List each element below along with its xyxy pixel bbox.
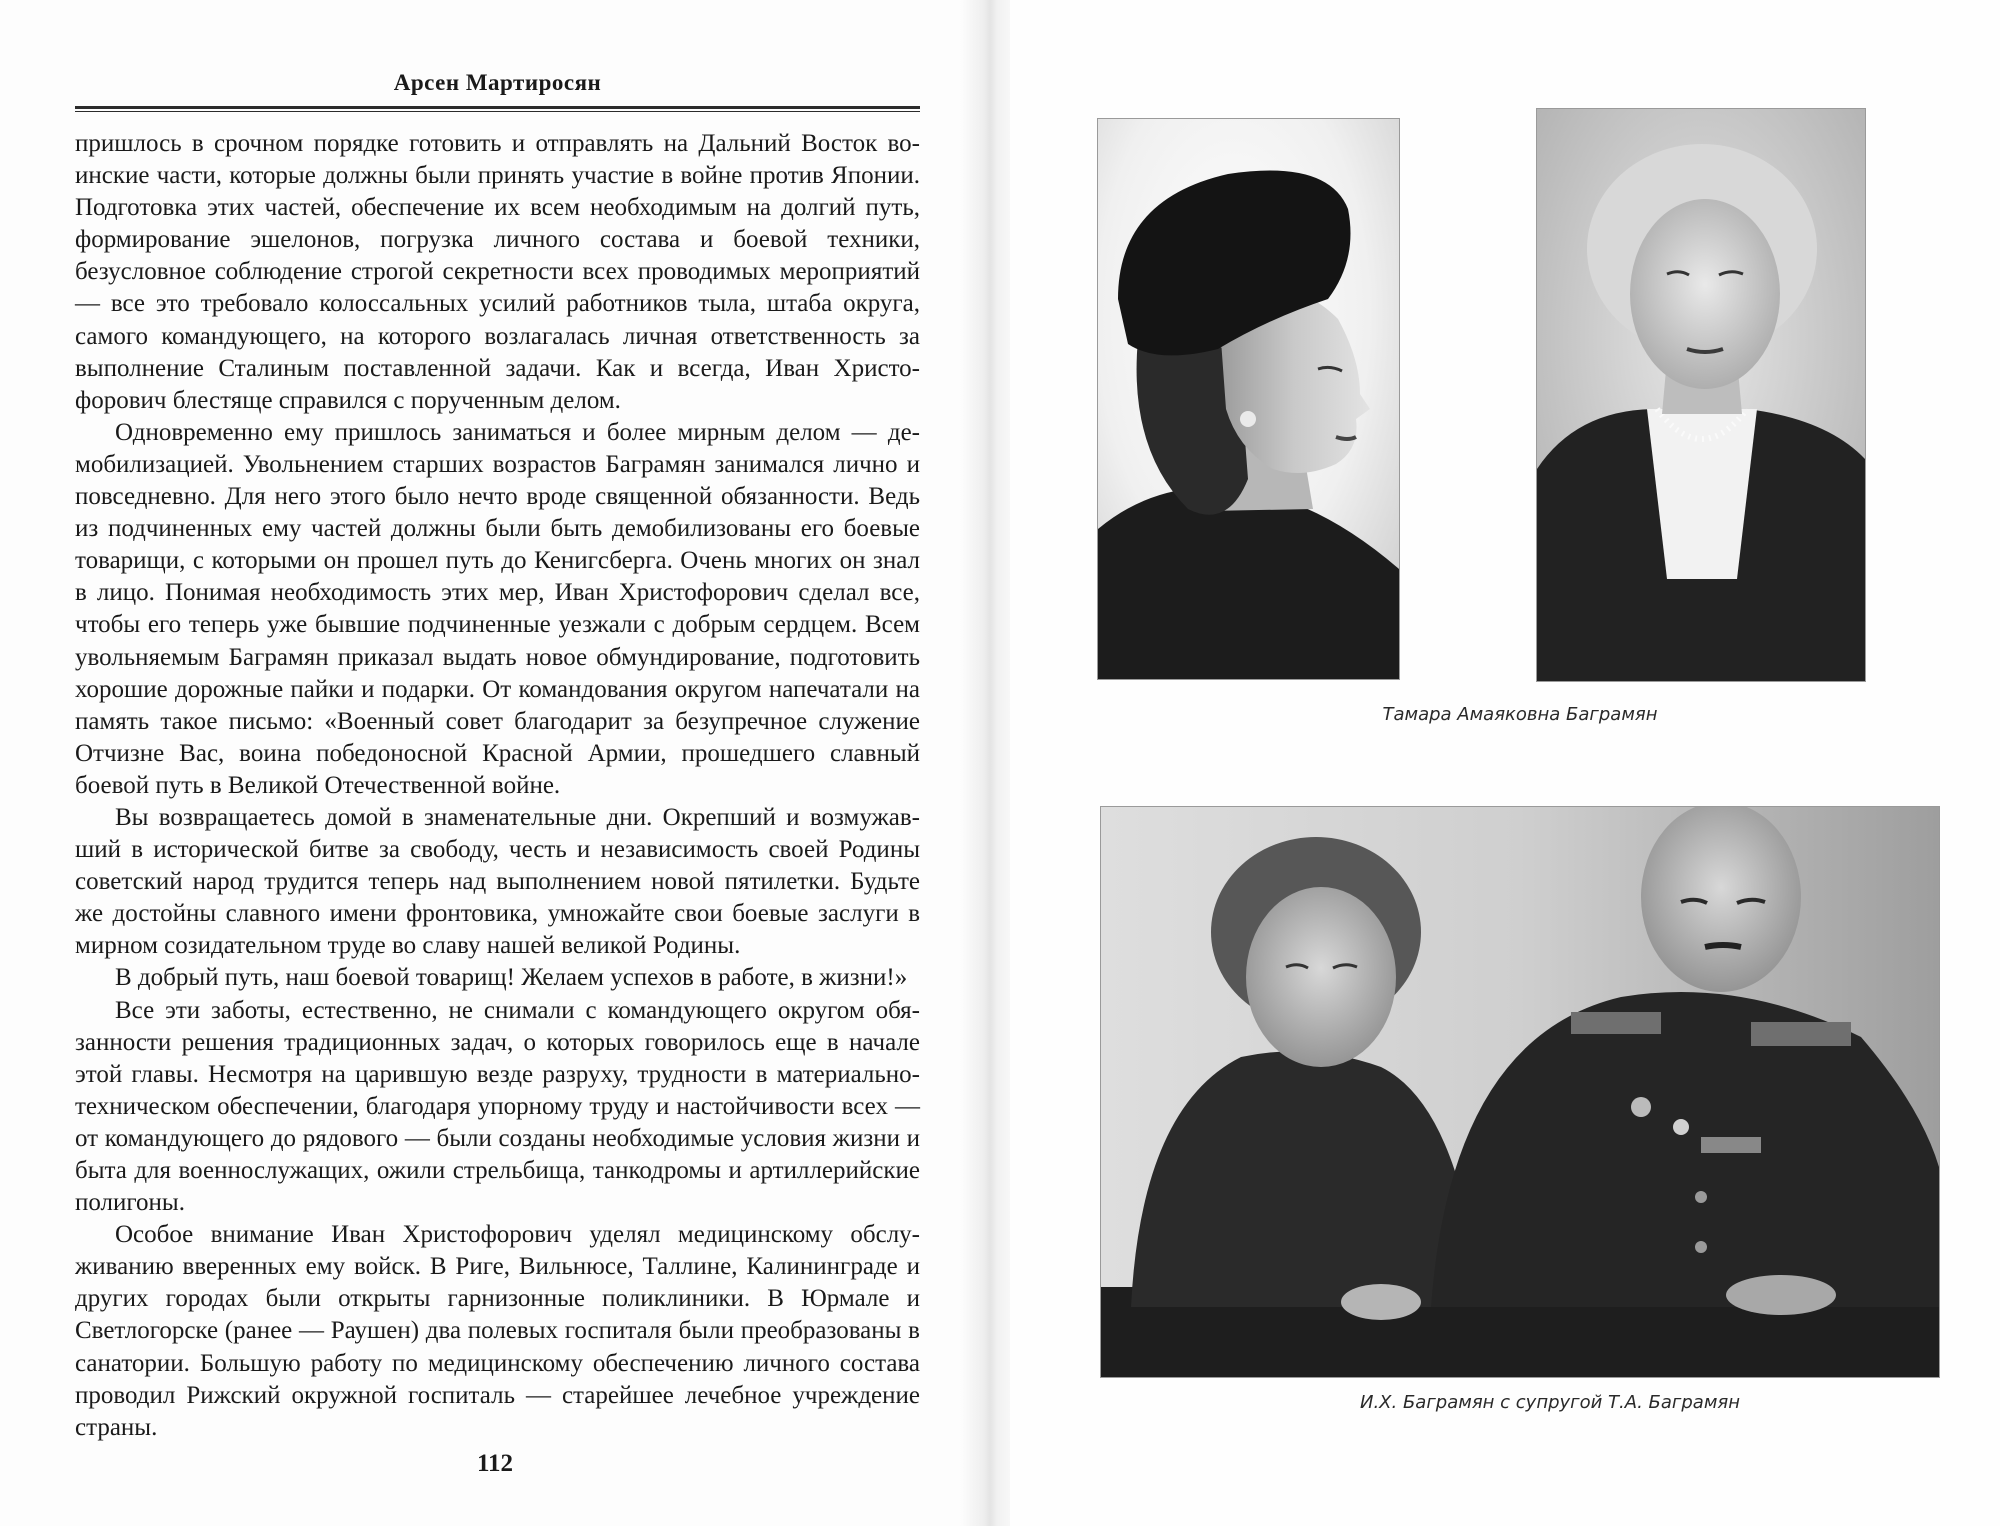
header-rule xyxy=(75,106,920,112)
photo-couple xyxy=(1100,806,1940,1378)
photo-woman-pearls xyxy=(1536,108,1866,682)
paragraph: Вы возвращаетесь домой в знаменательные дни. Окрепший и возмужавший в исторической битве за свободу, честь и независимость своей Родины советский народ трудится теперь над выполнением новой пятилетки. Будьте же достойны славного имени фронтовика, умножайте свои боевые заслуги в мирном созидательном труде во славу нашей великой Родины. xyxy=(75,803,920,960)
photo-couple-image xyxy=(1101,807,1939,1377)
paragraph: Все эти заботы, естественно, не снимали с командующего округом обязанности решения традиционных задач, о которых говорилось еще в начале этой главы. Несмотря на царившую везде разруху, трудности в материально-техническом обеспечении, благодаря упорному труду и настойчивости всех — от командующего до рядового — были созданы необходимые условия жизни и быта для военнослужащих, ожили стрельбища, танкодромы и артиллерийские полигоны. xyxy=(75,996,920,1217)
photo-woman-pearls-image xyxy=(1537,109,1865,681)
paragraph: Особое внимание Иван Христофорович уделял медицинскому обслуживанию вверенных ему войск. В Риге, Вильнюсе, Таллине, Калининграде и других городах были открыты гарнизонные поликлиники. В Юрмале и Светлогорске (ранее — Раушен) два полевых госпиталя были преобразованы в санатории. Большую работу по медицинскому обеспечению личного состава проводил Рижский окружной госпиталь — старейшее лечебное учреждение страны. xyxy=(75,1221,920,1441)
photo-woman-beret xyxy=(1097,118,1400,680)
paragraph: пришлось в срочном порядке готовить и отправлять на Дальний Восток воинские части, которые должны были принять участие в войне против Японии. Подготовка этих частей, обеспечение их всем необходимым на долгий путь, формирование эшелонов, погрузка личного состава и боевой техники, безусловное соблюдение строгой секретности всех проводимых мероприятий — все это требовало колоссальных усилий работников тыла, штаба округа, самого командующего, на которого возлагалась личная ответственность за выполнение Сталиным поставленной задачи. Как и всегда, Иван Христофорович блестяще справился с порученным делом. xyxy=(75,130,920,414)
paragraph: В добрый путь, наш боевой товарищ! Желаем успехов в работе, в жизни!» xyxy=(115,964,908,992)
caption-photo-couple: И.Х. Баграмян с супругой Т.А. Баграмян xyxy=(1360,1392,1740,1413)
page-number: 112 xyxy=(476,1450,514,1477)
running-head: Арсен Мартиросян xyxy=(393,70,602,95)
paragraph: Одновременно ему пришлось заниматься и более мирным делом — демобилизацией. Увольнением старших возрастов Баграмян занимался лично и повседневно. Для него этого было нечто вроде священной обязанности. Ведь из подчиненных ему частей должны были быть демобилизованы его боевые товарищи, с которыми он прошел путь до Кенигсберга. Очень многих он знал в лицо. Понимая необходимость этих мер, Иван Христофорович сделал все, чтобы его теперь уже бывшие подчиненные уезжали с добрым сердцем. Всем увольняемым Баграмян приказал выдать новое обмундирование, подготовить хорошие дорожные пайки и подарки. От командования округом напечатали на память такое письмо: «Военный совет благодарит за безупречное служение Отчизне Вас, воина победоносной Красной Армии, прошедшего славный боевой путь в Великой Отечественной войне. xyxy=(75,418,920,799)
caption-photo-pair: Тамара Амаяковна Баграмян xyxy=(1382,704,1658,725)
body-text xyxy=(75,128,920,1444)
left-page xyxy=(0,0,985,1526)
photo-woman-beret-image xyxy=(1098,119,1399,679)
